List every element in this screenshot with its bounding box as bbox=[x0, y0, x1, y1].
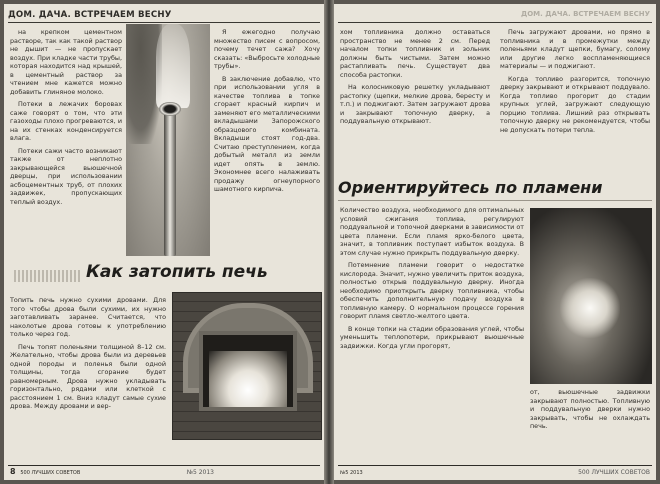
left-col-1 bbox=[10, 28, 122, 206]
right-article bbox=[340, 206, 524, 350]
footer bbox=[10, 467, 80, 476]
article-heading: Ориентируйтесь по пламени bbox=[338, 178, 603, 197]
heading-rule bbox=[338, 200, 652, 201]
chimney-pipe bbox=[164, 106, 176, 256]
paragraph: Количество воздуха, необходимого для оптимальных условий сжигания топлива, регулируют поддувальной и топочной дверками в зависимости от цвета пламени. Если пламя ярко-белого цвета, значит, в топливник поступает избыток воздуха. В этом случае нужно прикрыть поддувальную дверку. bbox=[340, 206, 524, 257]
right-col-2 bbox=[500, 28, 650, 134]
paragraph: Когда топливо разгорится, топочную дверку закрывают и открывают поддувало. Когда топливо прогорит до стадии крупных углей, загружают следующую порцию топлива. Лишний раз открывать топочную дверку не рекомендуется, чтобы не допускать потери тепла. bbox=[500, 74, 650, 134]
footer-rule bbox=[8, 465, 320, 466]
page-number: 8 bbox=[10, 467, 16, 476]
footer-rule bbox=[338, 465, 652, 466]
article-heading: Как затопить печь bbox=[86, 262, 268, 282]
right-page bbox=[334, 4, 656, 480]
right-col-3 bbox=[530, 388, 650, 431]
fire-flames bbox=[209, 351, 287, 407]
chimney-cap bbox=[159, 102, 181, 116]
left-col-2 bbox=[214, 28, 320, 194]
chimney-photo bbox=[126, 24, 210, 256]
book-gutter bbox=[324, 0, 334, 484]
paragraph: В заключение добавлю, что при использовании угля в качестве топлива в топке сгорает красный кирпич и заменяют его металлическими вкладышами Запорожского образцового комбината. Вкладыши стоят год-два. Считаю преступлением, когда добытый металл из земли идет опять в землю. Экономнее всего налаживать продажу огнеупорного шамотного кирпича. bbox=[214, 74, 320, 193]
footer-title: 500 ЛУЧШИХ СОВЕТОВ bbox=[578, 469, 650, 476]
paragraph: В конце топки на стадии образования углей, чтобы уменьшить теплопотери, прикрывают вьюшечные задвижки. Когда угли прогорят, bbox=[340, 324, 524, 350]
heading-decoration bbox=[14, 270, 80, 282]
right-col-1 bbox=[340, 28, 490, 126]
smoke bbox=[156, 24, 190, 108]
section-header: ДОМ. ДАЧА. ВСТРЕЧАЕМ ВЕСНУ bbox=[8, 10, 172, 20]
paragraph: Я ежегодно получаю множество писем с вопросом, почему течет сажа? Хочу сказать: «Выбросьте холодные трубы». bbox=[214, 28, 320, 70]
paragraph: от, вьюшечные задвижки закрывают полностью. Топливную и поддувальную дверки нужно закрывать, чтобы не охлаждать печь. bbox=[530, 388, 650, 430]
flame-photo bbox=[530, 208, 652, 384]
paragraph: Потеки в лежачих боровах саже говорят о том, что эти газоходы плохо прогреваются, и на их стенках конденсируется влага. bbox=[10, 100, 122, 142]
header-rule bbox=[338, 22, 652, 23]
header-rule bbox=[8, 22, 320, 23]
paragraph: На колосниковую решетку укладывают растопку (щепки, мелкие дрова, бересту и т.п.) и поджигают. Затем загружают дрова и закрывают топочную дверку, а поддувальную открывают. bbox=[340, 83, 490, 125]
flame bbox=[560, 278, 620, 338]
footer-title: 500 ЛУЧШИХ СОВЕТОВ bbox=[20, 470, 81, 476]
paragraph: Печь загружают дровами, но прямо в топливника и в промежутки между поленьями кладут щепки, бумагу, солому или другие легко воспламеняющиеся материалы — и поджигают. bbox=[500, 28, 650, 70]
paragraph: Печь топят поленьями толщиной 8–12 см. Желательно, чтобы дрова были из деревьев одной породы и поленья были одной толщины, тогда сгорание будет равномерным. Дрова нужно укладывать горизонтально, рядами или клеткой с расстоянием 1 см. Вниз кладут самые сухие дрова. Между дровами и вер- bbox=[10, 342, 166, 410]
paragraph: Потеки сажи часто возникают также от неплотно закрывающейся вьюшечной дверцы, при использовании асбоцементных труб, от плохих задвижек, пропускающих теплый воздух. bbox=[10, 146, 122, 206]
footer-issue: №5 2013 bbox=[340, 470, 363, 476]
footer-issue: №5 2013 bbox=[186, 469, 214, 476]
paragraph: Потемнение пламени говорит о недостатке кислорода. Значит, нужно увеличить приток воздуха, полностью открыв поддувальную дверку. Иногда необходимо приоткрыть дверку топливника, чтобы обеспечить дополнительную подачу воздуха в топливную камеру. О нормальном процессе горения говорит пламя светло-желтого цвета. bbox=[340, 261, 524, 320]
paragraph: Топить печь нужно сухими дровами. Для того чтобы дрова были сухими, их нужно заготавливать заранее. Считается, что наколотые дрова готовы к употреблению только через год. bbox=[10, 296, 166, 338]
paragraph: на крепком цементном растворе, так как такой раствор не дышит — не пропускает воздух. При кладке части трубы, которая находится над крышей, в цементный раствор за чтением мне кажется можно добавить глиняное молоко. bbox=[10, 28, 122, 96]
paragraph: хом топливника должно оставаться пространство не менее 2 см. Перед началом топки топливник и зольник должны быть чистыми. Затем можно растапливать печь. Существует два способа растопки. bbox=[340, 28, 490, 79]
stove-fire-photo bbox=[172, 292, 322, 440]
left-article bbox=[10, 296, 166, 411]
heading-block bbox=[8, 260, 320, 292]
section-header: ДОМ. ДАЧА. ВСТРЕЧАЕМ ВЕСНУ bbox=[521, 10, 650, 18]
left-page bbox=[4, 4, 324, 480]
